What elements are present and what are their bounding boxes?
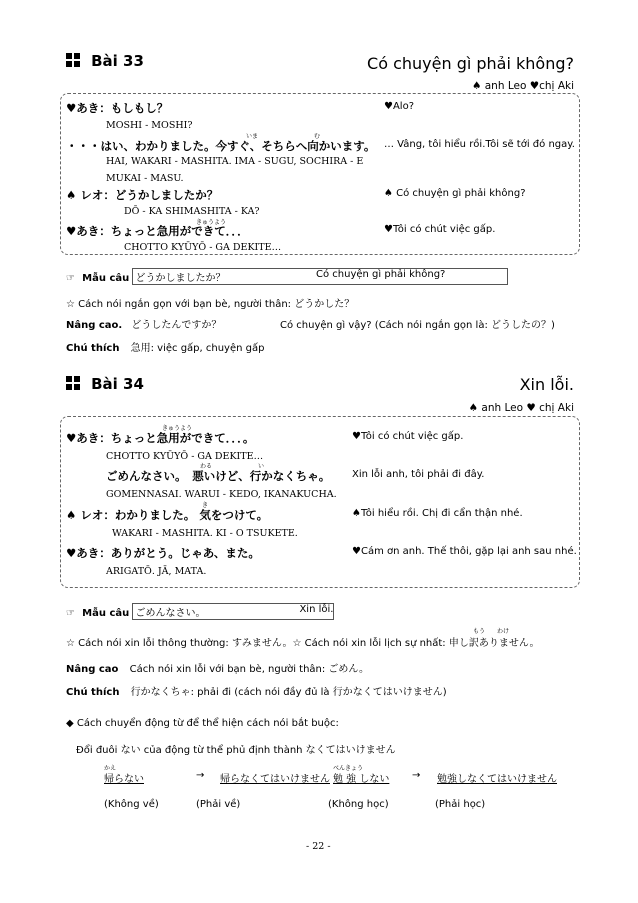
mau-cau-row	[66, 603, 334, 620]
translation: (Phải học)	[435, 799, 486, 810]
dialogue-romaji: HAI, WAKARI - MASHITA. IMA - SUGU, SOCHIRA - E	[106, 156, 364, 167]
ruby: もう	[473, 628, 486, 635]
dialogue-jp: ♥あき：ちょっと急用ができて．．．。	[66, 431, 255, 445]
dialogue-jp: ♥あき：もしもし？	[66, 101, 169, 115]
lesson-title: Xin lỗi.	[519, 375, 574, 394]
dialogue-romaji: MUKAI - MASU.	[106, 173, 184, 184]
pointing-hand-icon: ☞	[66, 273, 75, 284]
dialogue-romaji: MOSHI - MOSHI?	[106, 120, 193, 131]
lesson-title: Có chuyện gì phải không?	[367, 54, 574, 73]
ruby: む	[314, 133, 321, 140]
example-verb: 帰らなくてはいけません	[220, 774, 330, 785]
dialogue-jp: ♥あき：ちょっと急用ができて．．．	[66, 224, 249, 238]
lesson-33-header	[66, 52, 144, 71]
dialogue-jp: ♠ レオ：わかりました。 気をつけて。	[66, 508, 269, 522]
ruby: べんきょう	[333, 765, 364, 772]
mau-cau-row	[66, 268, 508, 285]
pointing-hand-icon: ☞	[66, 608, 75, 619]
ruby: き	[202, 502, 209, 509]
alt-phrase: ☆ Cách nói xin lỗi thông thường: すみません。☆ Cách nói xin lỗi lịch sự nhất: 申し訳ありません。	[66, 638, 540, 649]
dialogue-vi: ♥Tôi có chút việc gấp.	[384, 224, 496, 235]
chu-thich-label: Chú thích	[66, 343, 120, 354]
dialogue-vi: … Vâng, tôi hiểu rồi.Tôi sẽ tới đó ngay.	[384, 139, 575, 150]
chu-thich-row	[66, 339, 264, 354]
mau-cau-label: Mẫu câu	[82, 273, 130, 284]
roles: ♠ anh Leo ♥ chị Aki	[468, 402, 574, 414]
dialogue-romaji: ARIGATŌ. JĀ, MATA.	[106, 566, 207, 577]
lesson-34-header	[66, 375, 144, 394]
chu-thich-text: 急用: việc gấp, chuyện gấp	[130, 343, 265, 354]
grid-icon	[66, 376, 80, 390]
nang-cao-vi: Có chuyện gì vậy? (Cách nói ngắn gọn là: どうしたの？)	[280, 320, 555, 331]
example-verb: 帰らない	[104, 774, 144, 785]
ruby: きゅうよう	[162, 425, 193, 432]
dialogue-vi: ♥Tôi có chút việc gấp.	[352, 431, 464, 442]
mau-cau-box	[132, 603, 334, 620]
dialogue-vi: ♥Alo?	[384, 101, 415, 112]
translation: (Không học)	[328, 799, 389, 810]
chu-thich-text: 行かなくちゃ: phải đi (cách nói đầy đủ là 行かなくてはいけません)	[130, 687, 447, 698]
grammar-heading: ◆ Cách chuyển động từ để thể hiện cách nói bắt buộc:	[66, 718, 339, 729]
dialogue-jp: ごめんなさい。 悪いけど、行かなくちゃ。	[106, 469, 331, 483]
lesson-label: Bài 34	[91, 375, 144, 393]
ruby: い	[258, 463, 265, 470]
dialogue-vi: Xin lỗi anh, tôi phải đi đây.	[352, 469, 485, 480]
ruby: わけ	[497, 628, 510, 635]
ruby: かえ	[104, 765, 117, 772]
translation: (Không về)	[104, 799, 159, 810]
nang-cao-row	[66, 316, 221, 331]
ruby: わる	[200, 463, 213, 470]
chu-thich-row	[66, 683, 447, 698]
lesson-label: Bài 33	[91, 52, 144, 70]
mau-cau-vi: Có chuyện gì phải không?	[316, 269, 446, 280]
dialogue-romaji: DŌ - KA SHIMASHITA - KA?	[124, 206, 260, 217]
ruby: いま	[246, 133, 259, 140]
nang-cao-jp: どうしたんですか？	[131, 320, 222, 331]
page-number: - 22 -	[306, 841, 331, 852]
chu-thich-label: Chú thích	[66, 687, 120, 698]
nang-cao-row	[66, 660, 369, 675]
dialogue-jp: ♥あき：ありがとう。じゃあ、また。	[66, 546, 260, 560]
alt-phrase: ☆ Cách nói ngắn gọn với bạn bè, người thân: どうかした？	[66, 299, 355, 310]
mau-cau-jp: どうかしましたか？	[135, 273, 226, 284]
mau-cau-box	[132, 268, 508, 285]
roles: ♠ anh Leo ♥chị Aki	[472, 80, 574, 92]
dialogue-vi: ♠Tôi hiểu rồi. Chị đi cẩn thận nhé.	[352, 508, 523, 519]
grid-icon	[66, 53, 80, 67]
dialogue-romaji: CHOTTO KYŪYŌ - GA DEKITE…	[106, 451, 264, 462]
arrow-icon: →	[196, 770, 205, 781]
dialogue-romaji: WAKARI - MASHITA. KI - O TSUKETE.	[112, 528, 298, 539]
dialogue-romaji: GOMENNASAI. WARUI - KEDO, IKANAKUCHA.	[106, 489, 337, 500]
translation: (Phải về)	[196, 799, 241, 810]
dialogue-jp: ♠ レオ：どうかしましたか？	[66, 188, 219, 202]
dialogue-jp: ・・・はい、わかりました。今すぐ、そちらへ向かいます。	[66, 139, 376, 153]
ruby: きゅうよう	[196, 219, 227, 226]
mau-cau-label: Mẫu câu	[82, 608, 130, 619]
dialogue-vi: ♠ Có chuyện gì phải không?	[384, 188, 526, 199]
mau-cau-jp: ごめんなさい。	[135, 608, 206, 619]
arrow-icon: →	[412, 770, 421, 781]
grammar-rule: Đổi đuôi ない của động từ thể phủ định thành なくてはいけません	[76, 745, 396, 756]
dialogue-vi: ♥Cám ơn anh. Thế thôi, gặp lại anh sau nhé.	[352, 546, 577, 557]
dialogue-romaji: CHOTTO KYŪYŌ - GA DEKITE…	[124, 242, 282, 253]
nang-cao-text: Cách nói xin lỗi với bạn bè, người thân: ごめん。	[129, 664, 370, 675]
nang-cao-label: Nâng cao.	[66, 320, 123, 331]
nang-cao-label: Nâng cao	[66, 664, 119, 675]
mau-cau-vi: Xin lỗi.	[299, 604, 334, 615]
example-verb: 勉強しなくてはいけません	[437, 774, 557, 785]
example-verb: 勉 強 しない	[333, 774, 390, 785]
